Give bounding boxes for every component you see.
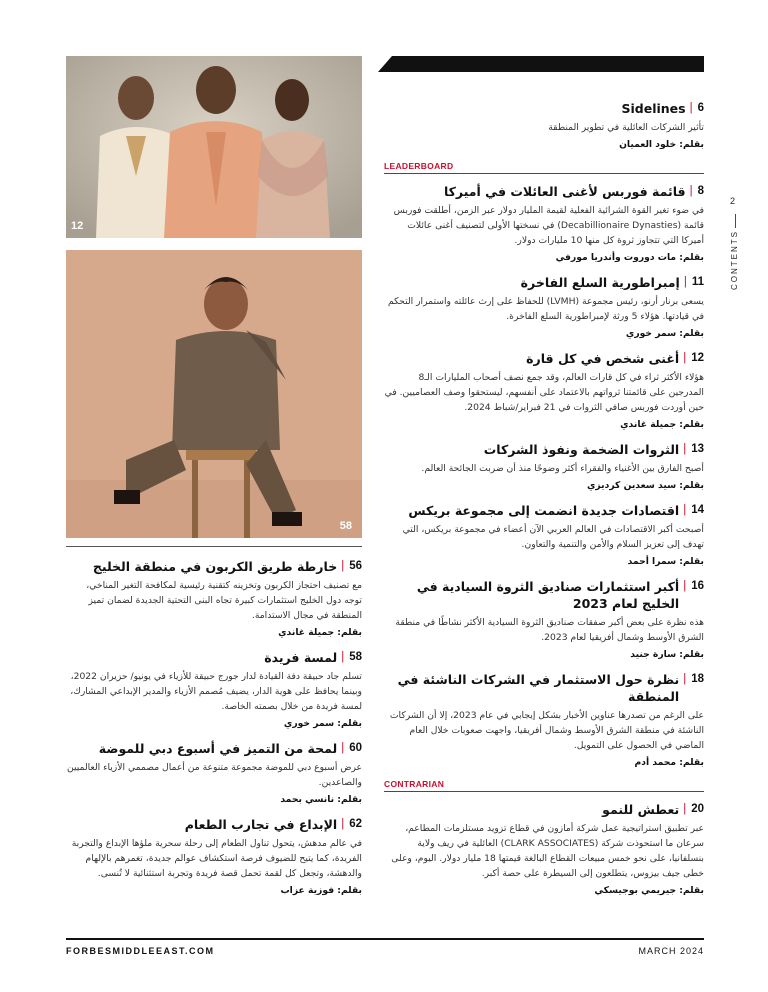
toc-page-number: | 11 xyxy=(684,274,704,291)
seated-man-portrait-photo xyxy=(66,250,362,538)
toc-entry[interactable] xyxy=(384,578,704,661)
toc-page-number: | 62 xyxy=(341,816,362,833)
toc-entry-head xyxy=(66,816,362,833)
toc-description: في ضوء تغير القوة الشرائية الفعلية لقيمة المليار دولار عبر الزمن، أطلقت فوربس قائمة (Decabillionaire Dynasties) في نسختها الأولى لتصنيف أغنى عائلات أميركا التي تتجاوز ثروة كل منها 10 مليارات دولار. xyxy=(393,205,704,246)
toc-description: مع تصنيف احتجاز الكربون وتخزينه كتقنية رئيسية لمكافحة التغير المناخي، توجه دول الخليج استثمارات كبيرة تجاه البنى التحتية الجديدة لضمان تميز المنطقة في مجال الاستدامة. xyxy=(86,580,362,621)
toc-title: لمسة فريدة xyxy=(264,650,338,665)
toc-byline: بقلم: سمر خوري xyxy=(283,718,362,729)
contents-right-column xyxy=(384,100,704,907)
toc-entry[interactable] xyxy=(384,183,704,264)
toc-description: عرض أسبوع دبي للموضة مجموعة متنوعة من أعمال مصممي الأزياء العالميين والصاعدين. xyxy=(66,762,362,788)
contents-label: CONTENTS xyxy=(730,230,739,290)
toc-entry-head xyxy=(384,502,704,519)
header-bar xyxy=(378,56,704,72)
toc-entry[interactable] xyxy=(66,740,362,806)
section-label-contrarian xyxy=(384,779,704,792)
section-label-text: CONTRARIAN xyxy=(384,779,445,789)
toc-entry[interactable] xyxy=(66,816,362,897)
toc-description: عبر تطبيق استراتيجية عمل شركة أمازون في قطاع تزويد مستلزمات المطاعم، سرعان ما استحوذت شركة (CLARK ASSOCIATES) العائلية في ريف ولاية بنسلفانيا، على نحو خمس مبيعات القطاع البالغة قيمتها 18 مليار دولار. اليوم، وعلى خطى جيف بيزوس، يتطلعون إلى السيطرة على حصة أكبر. xyxy=(391,823,704,879)
toc-byline: بقلم: نانسي بحمد xyxy=(280,794,362,805)
section-label-leaderboard xyxy=(384,161,704,174)
toc-page-number: | 58 xyxy=(341,649,362,666)
page-number: 2 xyxy=(730,196,736,206)
toc-byline: بقلم: جيريمي بوجيسكي xyxy=(594,885,704,896)
column-divider xyxy=(66,546,362,547)
toc-description: تسلم جاد حبيقة دفة القيادة لدار جورج حبيقة للأزياء في يونيو/ حزيران 2022، وبينما يحافظ على هوية الدار، يضيف مُصمم الأزياء والمدير الإبداعي المشارك، لمسة فريدة من خلال بصمته الخاصة. xyxy=(70,671,362,712)
contents-left-column xyxy=(66,558,362,907)
toc-description: تأثير الشركات العائلية في تطوير المنطقة xyxy=(548,122,704,133)
toc-page-number: | 60 xyxy=(341,740,362,757)
toc-description: هؤلاء الأكثر ثراء في كل قارات العالم، وقد جمع نصف أصحاب المليارات الـ8 المدرجين على قائمتنا ثرواتهم بالاعتماد على أنفسهم، ليستحقوا وصف العصاميين. في حين أوردت فوربس صافي الثروات في 21 فبراير/شباط 2024. xyxy=(384,372,704,413)
toc-byline: بقلم: خلود العميان xyxy=(619,139,704,150)
toc-page-number: | 14 xyxy=(683,502,704,519)
toc-byline: بقلم: فوزية عزاب xyxy=(280,885,362,896)
footer-issue-date: MARCH 2024 xyxy=(638,946,704,956)
toc-entry-head xyxy=(384,183,704,200)
toc-title: أغنى شخص في كل قارة xyxy=(526,351,680,366)
toc-title: نظرة حول الاستثمار في الشركات الناشئة في المنطقة xyxy=(397,672,680,704)
toc-entry-head xyxy=(384,274,704,291)
toc-title: قائمة فوربس لأغنى العائلات في أميركا xyxy=(443,184,686,199)
toc-entry[interactable] xyxy=(66,558,362,639)
toc-entry[interactable] xyxy=(384,671,704,769)
toc-description: أصبح الفارق بين الأغنياء والفقراء أكثر وضوحًا منذ أن ضربت الجائحة العالم. xyxy=(421,463,704,474)
photo-page-ref: 58 xyxy=(339,520,352,532)
toc-description: في عالم مدهش، يتحول تناول الطعام إلى رحلة سحرية ملؤها الإبداع والتجربة الفريدة، كما يتيح للضيوف فرصة استكشاف عوالم جديدة، تغمرهم بالإلهام والدهشة، وتجعل كل لقمة تحمل قصة فريدة وتجربة استثنائية لا تُنسى. xyxy=(71,838,362,879)
toc-page-number: | 13 xyxy=(683,441,704,458)
family-portrait-icon xyxy=(66,56,362,238)
toc-title: تعطش للنمو xyxy=(602,802,680,817)
toc-page-number: | 20 xyxy=(683,801,704,818)
photo-page-ref: 12 xyxy=(71,220,84,232)
toc-byline: بقلم: جميلة غاندي xyxy=(620,419,704,430)
toc-entry-head xyxy=(66,649,362,666)
toc-byline: بقلم: سمر خوري xyxy=(625,328,704,339)
toc-entry-head xyxy=(384,441,704,458)
toc-entry[interactable] xyxy=(384,350,704,431)
toc-description: هذه نظرة على بعض أكبر صفقات صناديق الثروة السيادية الأكثر نشاطًا في منطقة الشرق الأوسط وشمال أفريقيا لعام 2023. xyxy=(395,617,704,643)
toc-description: يسعى برنار أرنو، رئيس مجموعة (LVMH) للحفاظ على إرث عائلته واستمرار التحكم في قيادتها. هؤلاء 5 ورثة لإمبراطورية السلع الفاخرة. xyxy=(387,296,704,322)
toc-title: إمبراطورية السلع الفاخرة xyxy=(520,275,680,290)
toc-page-number: | 6 xyxy=(690,100,704,117)
toc-title: الإبداع في تجارب الطعام xyxy=(184,817,338,832)
toc-title: أكبر استثمارات صناديق الثروة السيادية في الخليج لعام 2023 xyxy=(416,579,680,611)
toc-description: أصبحت أكبر الاقتصادات في العالم العربي الآن أعضاء في مجموعة بريكس، التي تهدف إلى تعزيز السلام والأمن والتنمية والتعاون. xyxy=(402,524,704,550)
toc-byline: بقلم: مات دوروت وأندريا مورفي xyxy=(555,252,704,263)
toc-entry[interactable] xyxy=(66,649,362,730)
footer-rule xyxy=(66,938,704,940)
toc-entry[interactable] xyxy=(384,441,704,492)
family-portrait-photo xyxy=(66,56,362,238)
toc-page-number: | 18 xyxy=(683,671,704,688)
toc-entry-head xyxy=(66,740,362,757)
toc-entry[interactable] xyxy=(384,502,704,568)
toc-page-number: | 8 xyxy=(690,183,704,200)
toc-byline: بقلم: سارة جنيد xyxy=(630,649,704,660)
seated-man-portrait-icon xyxy=(66,250,362,538)
toc-entry-head xyxy=(384,671,704,705)
toc-entry-head xyxy=(66,558,362,575)
toc-entry[interactable] xyxy=(384,274,704,340)
toc-entry-head xyxy=(384,350,704,367)
toc-title: خارطة طريق الكربون في منطقة الخليج xyxy=(92,559,338,574)
toc-entry[interactable] xyxy=(384,801,704,897)
toc-byline: بقلم: سيد سعدين كرديزي xyxy=(587,480,704,491)
footer-site-link[interactable]: FORBESMIDDLEEAST.COM xyxy=(66,946,215,956)
section-label-text: LEADERBOARD xyxy=(384,161,454,171)
toc-description: على الرغم من تصدرها عناوين الأخبار بشكل إيجابي في عام 2023، إلا أن الشركات الناشئة في منطقة الشرق الأوسط وشمال أفريقيا، واجهت صعوبات خلال العام الماضي في الحصول على التمويل. xyxy=(389,710,704,751)
toc-entry-head xyxy=(384,100,704,117)
toc-page-number: | 16 xyxy=(683,578,704,595)
toc-title: اقتصادات جديدة انضمت إلى مجموعة بريكس xyxy=(408,503,680,518)
toc-byline: بقلم: سمرا أحمد xyxy=(627,556,704,567)
toc-page-number: | 56 xyxy=(341,558,362,575)
sidebar-divider xyxy=(735,214,736,228)
toc-entry-head xyxy=(384,578,704,612)
toc-entry[interactable] xyxy=(384,100,704,151)
toc-byline: بقلم: جميلة غاندي xyxy=(278,627,362,638)
toc-title: Sidelines xyxy=(621,101,686,116)
toc-page-number: | 12 xyxy=(683,350,704,367)
toc-title: لمحة من التميز في أسبوع دبي للموضة xyxy=(98,741,338,756)
toc-byline: بقلم: محمد أدم xyxy=(634,757,704,768)
toc-title: الثروات الضخمة ونفوذ الشركات xyxy=(483,442,680,457)
toc-entry-head xyxy=(384,801,704,818)
